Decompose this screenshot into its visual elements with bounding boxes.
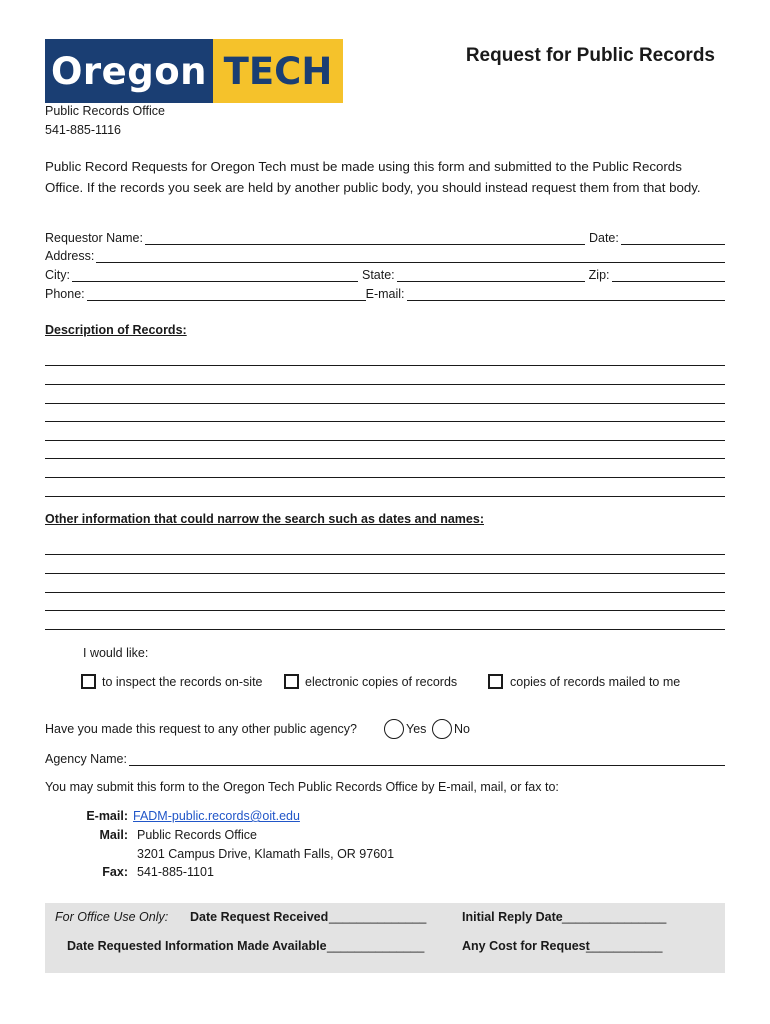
- submit-note: You may submit this form to the Oregon Tech Public Records Office by E-mail, mail, or fax to:: [45, 780, 559, 794]
- phone-row: [45, 285, 725, 301]
- address-label: Address:: [45, 249, 95, 263]
- office-use-label: For Office Use Only:: [55, 910, 169, 924]
- address-row: [45, 247, 725, 263]
- requestor-row: [45, 229, 725, 245]
- electronic-copies-label: electronic copies of records: [305, 675, 458, 689]
- made-available-field[interactable]: ______________: [327, 939, 425, 953]
- zip-field[interactable]: [612, 269, 725, 282]
- email-field[interactable]: [407, 288, 725, 301]
- agency-name-field[interactable]: [129, 753, 725, 766]
- date-label: Date:: [588, 231, 619, 245]
- description-line[interactable]: [45, 403, 725, 404]
- agency-name-row: [45, 750, 725, 766]
- office-use-box: [45, 903, 725, 973]
- cost-label: Any Cost for Request: [462, 939, 590, 953]
- yes-label: Yes: [406, 722, 427, 736]
- initial-reply-label: Initial Reply Date: [462, 910, 563, 924]
- mailed-copies-label: copies of records mailed to me: [510, 675, 681, 689]
- would-like-label: I would like:: [83, 646, 149, 660]
- other-info-line[interactable]: [45, 592, 725, 593]
- office-name: Public Records Office: [45, 104, 165, 118]
- description-line[interactable]: [45, 384, 725, 385]
- made-available-label: Date Requested Information Made Available: [67, 939, 327, 953]
- initial-reply-field[interactable]: _______________: [562, 910, 667, 924]
- intro-paragraph: Public Record Requests for Oregon Tech must be made using this form and submitted to the Public Records Office. If the records you seek are held by another public body, you should instead request them from that body.: [45, 159, 701, 195]
- requestor-name-label: Requestor Name:: [45, 231, 143, 245]
- mailed-copies-checkbox[interactable]: [488, 674, 503, 689]
- other-agency-question: Have you made this request to any other public agency?: [45, 722, 357, 736]
- description-line[interactable]: [45, 440, 725, 441]
- address-field[interactable]: [96, 250, 725, 263]
- other-info-line[interactable]: [45, 629, 725, 630]
- fax-contact-label: Fax:: [102, 865, 128, 879]
- description-line[interactable]: [45, 365, 725, 366]
- state-field[interactable]: [397, 269, 585, 282]
- mail-line-2: 3201 Campus Drive, Klamath Falls, OR 97601: [137, 847, 395, 861]
- city-row: [45, 266, 725, 282]
- logo-oregon-text: Oregon: [45, 39, 213, 103]
- phone-field[interactable]: [87, 288, 366, 301]
- electronic-copies-checkbox[interactable]: [284, 674, 299, 689]
- agency-name-label: Agency Name:: [45, 752, 127, 766]
- logo-tech-text: TECH: [213, 39, 343, 103]
- page-title: Request for Public Records: [465, 45, 715, 66]
- email-contact-label: E-mail:: [86, 809, 128, 823]
- description-heading: Description of Records:: [45, 323, 187, 337]
- email-link[interactable]: FADM-public.records@oit.edu: [133, 809, 300, 823]
- mail-contact-label: Mail:: [99, 828, 128, 842]
- requestor-name-field[interactable]: [145, 232, 585, 245]
- phone-label: Phone:: [45, 287, 85, 301]
- city-label: City:: [45, 268, 70, 282]
- inspect-onsite-label: to inspect the records on-site: [102, 675, 263, 689]
- other-info-line[interactable]: [45, 554, 725, 555]
- description-line[interactable]: [45, 421, 725, 422]
- no-radio[interactable]: [432, 719, 452, 739]
- mail-line-1: Public Records Office: [137, 828, 257, 842]
- office-phone: 541-885-1116: [45, 123, 121, 137]
- zip-label: Zip:: [588, 268, 610, 282]
- state-label: State:: [362, 268, 395, 282]
- email-label: E-mail:: [365, 287, 405, 301]
- cost-field[interactable]: ___________: [586, 939, 663, 953]
- description-line[interactable]: [45, 496, 725, 497]
- date-received-label: Date Request Received: [190, 910, 329, 924]
- other-info-heading: Other information that could narrow the search such as dates and names:: [45, 512, 484, 526]
- date-received-field[interactable]: ______________: [329, 910, 427, 924]
- description-line[interactable]: [45, 477, 725, 478]
- description-line[interactable]: [45, 458, 725, 459]
- no-label: No: [454, 722, 470, 736]
- other-info-line[interactable]: [45, 573, 725, 574]
- inspect-onsite-checkbox[interactable]: [81, 674, 96, 689]
- yes-radio[interactable]: [384, 719, 404, 739]
- other-info-line[interactable]: [45, 610, 725, 611]
- city-field[interactable]: [72, 269, 358, 282]
- fax-number: 541-885-1101: [137, 865, 214, 879]
- date-field[interactable]: [621, 232, 725, 245]
- oregon-tech-logo: [45, 39, 343, 103]
